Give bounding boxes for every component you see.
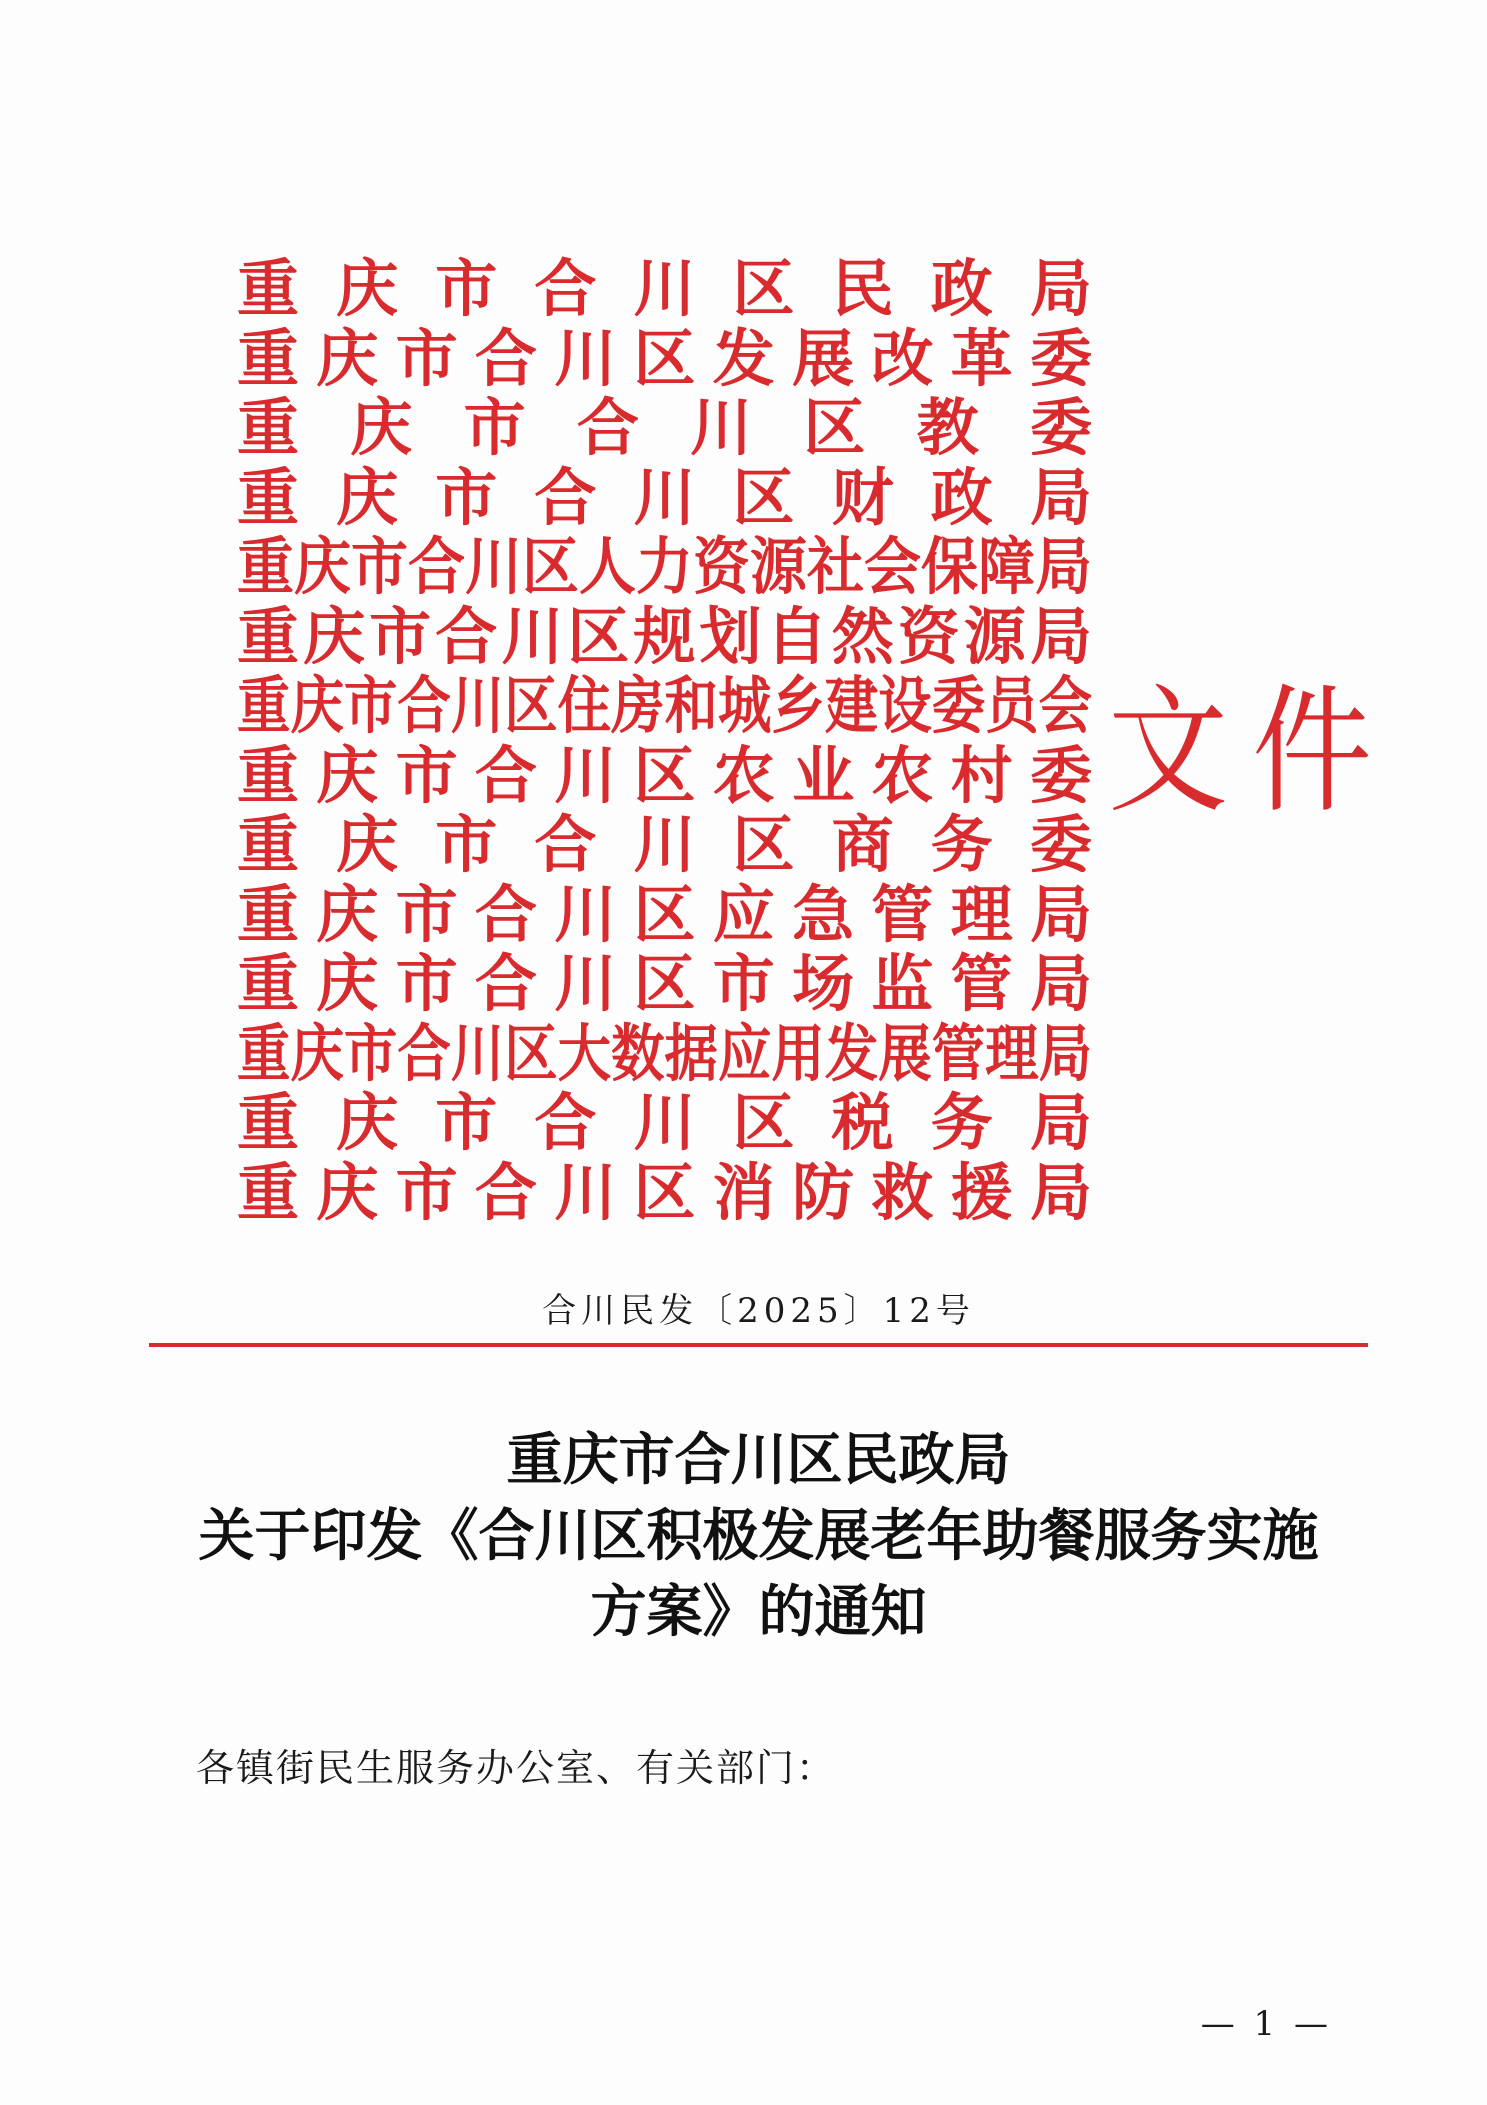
issuer-char: 川 [464,530,522,603]
issuer-char: 合 [474,738,537,812]
issuer-char: 革 [950,321,1013,395]
issuer-char: 庆 [290,1016,344,1090]
issuer-char: 重 [237,252,300,325]
issuer-char: 理 [985,1016,1039,1090]
issuer-char: 市 [395,947,458,1020]
issuer-char: 庆 [290,669,344,742]
issuer-char: 合 [435,599,498,673]
issuer-char: 川 [633,460,696,534]
issuer-char: 庆 [316,877,379,951]
issuer-char: 川 [690,391,753,464]
issuer-char: 务 [930,808,993,881]
issuer-char: 市 [343,669,398,742]
issuer-char: 区 [732,808,795,881]
issuer-char: 庆 [316,1155,379,1229]
suffix-char: 件 [1252,672,1372,833]
issuer-char: 川 [450,669,505,742]
issuer-char: 区 [633,1155,696,1229]
issuer-char: 合 [474,877,537,951]
issuer-char: 展 [792,321,855,395]
issuer-char: 局 [1034,530,1092,603]
issuer-line-commerce [237,810,1092,880]
issuer-char: 庆 [316,738,379,812]
issuer-char: 管 [871,877,934,951]
issuer-char: 庆 [316,947,379,1020]
issuer-char: 市 [463,391,526,464]
issuer-char: 社 [806,530,864,603]
issuer-char: 委 [931,669,986,742]
red-separator-line [149,1343,1368,1347]
issuer-char: 川 [554,321,617,395]
issuer-char: 局 [1038,1016,1093,1090]
issuer-char: 房 [611,669,665,742]
issuer-line-housing-construction [237,671,1092,741]
issuer-char: 市 [395,738,458,812]
issuer-char: 发 [824,1016,879,1090]
issuer-char: 建 [824,669,879,742]
issuer-char: 政 [930,252,993,325]
issuer-char: 庆 [336,808,399,881]
issuer-char: 局 [1029,947,1092,1020]
issuer-char: 援 [950,1155,1013,1229]
issuer-line-agriculture [237,738,1092,812]
issuer-char: 市 [435,808,498,881]
issuer-char: 发 [712,321,775,395]
issuer-char: 合 [576,391,639,464]
issuer-char: 重 [237,1016,291,1090]
issuer-line-development-reform [237,321,1092,395]
issuer-char: 改 [871,321,934,395]
issuer-char: 场 [792,947,855,1020]
issuer-char: 区 [504,669,558,742]
issuer-char: 重 [237,321,300,395]
issuer-line-emergency [237,877,1092,951]
issuer-char: 大 [557,1016,612,1090]
title-line-3: 方案》的通知 [590,1579,927,1645]
issuer-char: 庆 [293,530,351,603]
issuer-char: 农 [712,738,775,812]
issuer-char: 监 [871,947,934,1020]
issuer-char: 庆 [336,252,399,325]
issuer-char: 委 [1029,808,1092,881]
issuer-char: 人 [578,530,636,603]
issuer-char: 重 [237,599,300,673]
issuer-char: 区 [567,599,630,673]
issuer-char: 财 [831,460,894,534]
issuer-char: 川 [501,599,564,673]
issuer-char: 保 [920,530,978,603]
issuer-line-finance [237,460,1092,534]
issuer-line-big-data [237,1016,1093,1090]
issuer-line-tax [237,1088,1092,1158]
issuer-char: 资 [897,599,960,673]
issuer-char: 市 [395,1155,458,1229]
issuer-char: 局 [1029,252,1092,325]
issuer-char: 市 [350,530,408,603]
issuer-char: 合 [474,947,537,1020]
issuer-char: 区 [803,391,866,464]
issuer-char: 庆 [303,599,366,673]
issuer-char: 市 [712,947,775,1020]
issuer-char: 局 [1029,1155,1092,1229]
issuer-char: 合 [534,1086,597,1159]
issuer-char: 市 [435,460,498,534]
issuer-char: 用 [771,1016,825,1090]
issuer-char: 区 [521,530,579,603]
issuer-char: 消 [712,1155,775,1229]
suffix-char: 文 [1108,672,1228,833]
issuer-char: 教 [916,391,979,464]
issuer-char: 急 [792,877,855,951]
issuer-char: 重 [237,460,300,534]
issuer-char: 委 [1029,391,1092,464]
issuer-char: 管 [950,947,1013,1020]
issuer-char: 源 [749,530,807,603]
issuer-char: 市 [395,877,458,951]
issuer-char: 委 [1029,738,1092,812]
issuer-list [237,254,1092,1227]
issuer-char: 庆 [316,321,379,395]
issuer-char: 区 [633,321,696,395]
document-suffix [1108,673,1372,834]
issuer-line-human-resources [237,532,1092,602]
issuer-line-market-supervision [237,949,1092,1019]
issuer-char: 局 [1029,877,1092,951]
issuer-char: 庆 [336,460,399,534]
issuer-char: 员 [985,669,1039,742]
issuer-char: 设 [878,669,932,742]
issuer-char: 然 [831,599,894,673]
issuer-char: 应 [712,877,775,951]
issuer-char: 重 [237,808,300,881]
issuer-char: 川 [450,1016,505,1090]
issuer-char: 农 [871,738,934,812]
issuer-char: 救 [871,1155,934,1229]
issuer-char: 障 [977,530,1035,603]
issuer-char: 源 [963,599,1026,673]
issuer-char: 庆 [350,391,413,464]
issuer-char: 合 [397,669,451,742]
issuer-char: 政 [930,460,993,534]
issuer-char: 市 [435,1086,498,1159]
issuer-char: 防 [792,1155,855,1229]
issuer-char: 资 [692,530,750,603]
issuer-line-fire-rescue [237,1155,1092,1229]
issuer-char: 庆 [336,1086,399,1159]
issuer-char: 重 [237,530,294,603]
issuer-char: 合 [534,460,597,534]
issuer-char: 重 [237,947,300,1020]
issuer-char: 会 [863,530,921,603]
issuer-char: 局 [1029,599,1092,673]
issuer-char: 区 [732,252,795,325]
issuer-char: 乡 [771,669,825,742]
issuer-char: 数 [611,1016,665,1090]
issuer-char: 市 [369,599,432,673]
issuer-char: 业 [792,738,855,812]
issuer-char: 局 [1029,1086,1092,1159]
issuer-char: 区 [732,460,795,534]
issuer-char: 合 [407,530,465,603]
issuer-char: 委 [1029,321,1092,395]
issuer-char: 川 [554,738,617,812]
issuer-char: 和 [664,669,718,742]
issuer-char: 重 [237,877,300,951]
issuer-char: 市 [435,252,498,325]
issuer-char: 合 [534,808,597,881]
salutation: 各镇街民生服务办公室、有关部门： [196,1746,837,1790]
issuer-char: 商 [831,808,894,881]
issuer-char: 城 [717,669,772,742]
issuer-char: 川 [633,1086,696,1159]
issuer-char: 市 [343,1016,398,1090]
issuer-char: 川 [633,808,696,881]
issuer-char: 重 [237,1155,300,1229]
title-line-2: 关于印发《合川区积极发展老年助餐服务实施 [198,1503,1319,1569]
issuer-char: 合 [474,1155,537,1229]
issuer-char: 合 [474,321,537,395]
issuer-char: 自 [765,599,828,673]
issuer-char: 区 [633,877,696,951]
issuer-char: 区 [732,1086,795,1159]
issuer-char: 民 [831,252,894,325]
document-number: 合川民发〔2025〕12号 [542,1291,975,1331]
page-number: — 1 — [1200,2004,1332,2044]
title-line-1: 重庆市合川区民政局 [506,1427,1011,1493]
issuer-char: 川 [554,877,617,951]
issuer-char: 村 [950,738,1013,812]
issuer-line-education [237,393,1092,463]
issuer-char: 重 [237,738,300,812]
issuer-char: 川 [554,1155,617,1229]
issuer-char: 税 [831,1086,894,1159]
issuer-char: 展 [878,1016,932,1090]
issuer-char: 合 [397,1016,451,1090]
issuer-char: 应 [717,1016,772,1090]
issuer-char: 规 [633,599,696,673]
document-title [149,1422,1368,1650]
issuer-char: 据 [664,1016,718,1090]
issuer-char: 局 [1029,460,1092,534]
issuer-char: 住 [557,669,612,742]
issuer-char: 会 [1038,669,1093,742]
issuer-line-civil-affairs [237,254,1092,324]
issuer-char: 重 [237,391,300,464]
issuer-char: 重 [237,1086,300,1159]
issuer-char: 力 [635,530,693,603]
issuer-char: 区 [633,947,696,1020]
issuer-char: 川 [554,947,617,1020]
issuer-char: 重 [237,669,291,742]
issuer-char: 理 [950,877,1013,951]
issuer-char: 管 [931,1016,986,1090]
issuer-line-planning-resources [237,599,1092,673]
issuer-char: 区 [504,1016,558,1090]
issuer-char: 市 [395,321,458,395]
issuer-char: 区 [633,738,696,812]
issuer-char: 务 [930,1086,993,1159]
issuer-char: 划 [699,599,762,673]
issuer-char: 川 [633,252,696,325]
issuer-char: 合 [534,252,597,325]
